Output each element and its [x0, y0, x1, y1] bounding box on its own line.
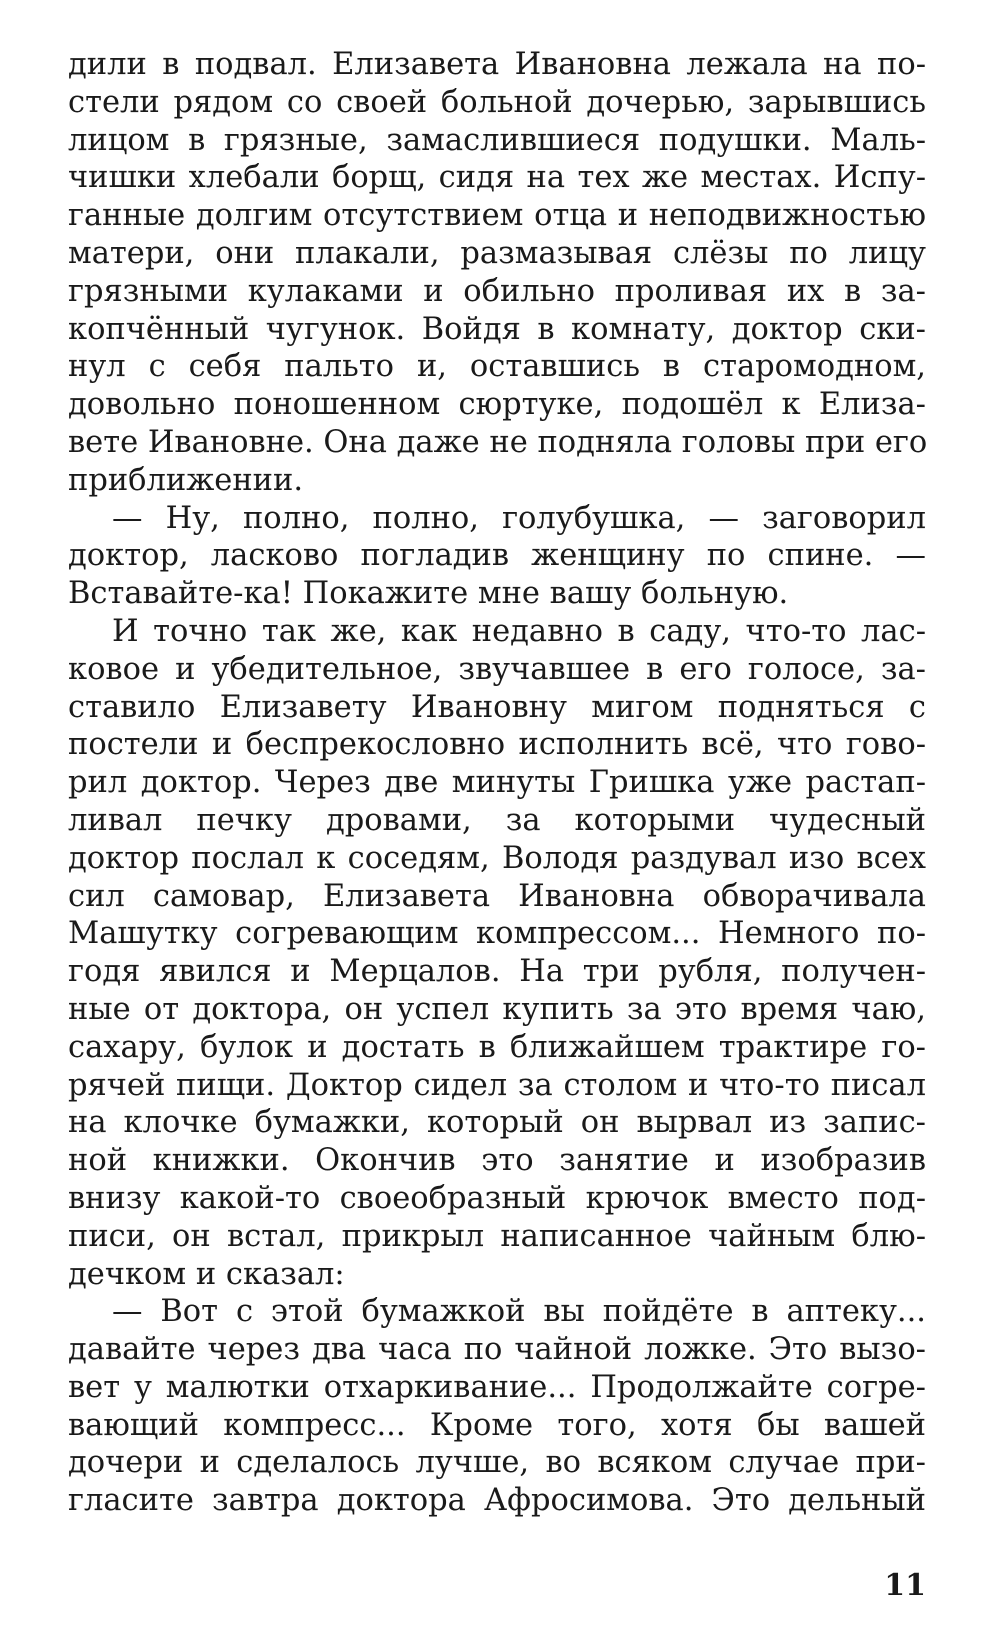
- text-line: вет у малютки отхаркивание... Продолжайте согре-: [68, 1369, 926, 1405]
- text-line: дечком и сказал:: [68, 1256, 345, 1292]
- text-line: гласите завтра доктора Афросимова. Это дельный: [68, 1483, 926, 1519]
- text-line: годя явился и Мерцалов. На три рубля, получен-: [68, 954, 926, 990]
- text-line: ной книжки. Окончив это занятие и изобразив: [68, 1143, 926, 1179]
- text-line: довольно поношенном сюртуке, подошёл к Елиза-: [68, 387, 926, 423]
- text-line: матери, они плакали, размазывая слёзы по лицу: [68, 235, 926, 271]
- text-line: — Ну, полно, полно, голубушка, — заговорил: [112, 500, 926, 536]
- text-line: И точно так же, как недавно в саду, что-то лас-: [112, 613, 926, 649]
- text-line: писи, он встал, прикрыл написанное чайным блю-: [68, 1218, 926, 1254]
- text-line: внизу какой-то своеобразный крючок вместо под-: [68, 1180, 926, 1216]
- text-line: давайте через два часа по чайной ложке. Это вызо-: [68, 1332, 926, 1368]
- paragraph: [68, 613, 926, 1293]
- page-number: 11: [884, 1568, 926, 1603]
- text-line: чишки хлебали борщ, сидя на тех же местах. Испу-: [68, 160, 926, 196]
- text-line: Машутку согревающим компрессом... Немного по-: [68, 916, 926, 952]
- text-line: ные от доктора, он успел купить за это время чаю,: [68, 991, 926, 1027]
- text-line: — Вот с этой бумажкой вы пойдёте в аптеку...: [112, 1294, 926, 1330]
- page-text: [68, 46, 926, 1520]
- text-line: Вставайте-ка! Покажите мне вашу больную.: [68, 576, 789, 612]
- text-line: рил доктор. Через две минуты Гришка уже растап-: [68, 765, 926, 801]
- text-line: ливал печку дровами, за которыми чудесный: [68, 802, 926, 838]
- text-line: сахару, булок и достать в ближайшем трактире го-: [68, 1029, 926, 1065]
- paragraph: [68, 500, 926, 613]
- text-line: постели и беспрекословно исполнить всё, что гово-: [68, 727, 926, 763]
- text-line: ставило Елизавету Ивановну мигом подняться с: [68, 689, 926, 725]
- text-line: рячей пищи. Доктор сидел за столом и что-то писал: [68, 1067, 926, 1103]
- text-line: лицом в грязные, замаслившиеся подушки. Маль-: [68, 122, 926, 158]
- text-line: вающий компресс... Кроме того, хотя бы вашей: [68, 1407, 926, 1443]
- paragraph: [68, 1293, 926, 1520]
- text-line: вете Ивановне. Она даже не подняла головы при его: [68, 424, 928, 460]
- text-line: грязными кулаками и обильно проливая их в за-: [68, 273, 926, 309]
- text-line: копчённый чугунок. Войдя в комнату, доктор ски-: [68, 311, 926, 347]
- paragraph: [68, 46, 926, 500]
- text-line: приближении.: [68, 462, 304, 498]
- text-line: дили в подвал. Елизавета Ивановна лежала на по-: [68, 47, 926, 82]
- text-line: стели рядом со своей больной дочерью, зарывшись: [68, 84, 926, 120]
- text-line: доктор послал к соседям, Володя раздувал изо всех: [68, 840, 926, 876]
- text-line: на клочке бумажки, который он вырвал из запис-: [68, 1105, 926, 1141]
- text-line: нул с себя пальто и, оставшись в старомодном,: [68, 349, 926, 385]
- text-line: дочери и сделалось лучше, во всяком случае при-: [68, 1445, 926, 1481]
- text-line: ковое и убедительное, звучавшее в его голосе, за-: [68, 651, 926, 687]
- text-line: сил самовар, Елизавета Ивановна обворачивала: [68, 878, 926, 914]
- text-line: ганные долгим отсутствием отца и неподвижностью: [68, 198, 926, 234]
- text-line: доктор, ласково погладив женщину по спине. —: [68, 538, 926, 574]
